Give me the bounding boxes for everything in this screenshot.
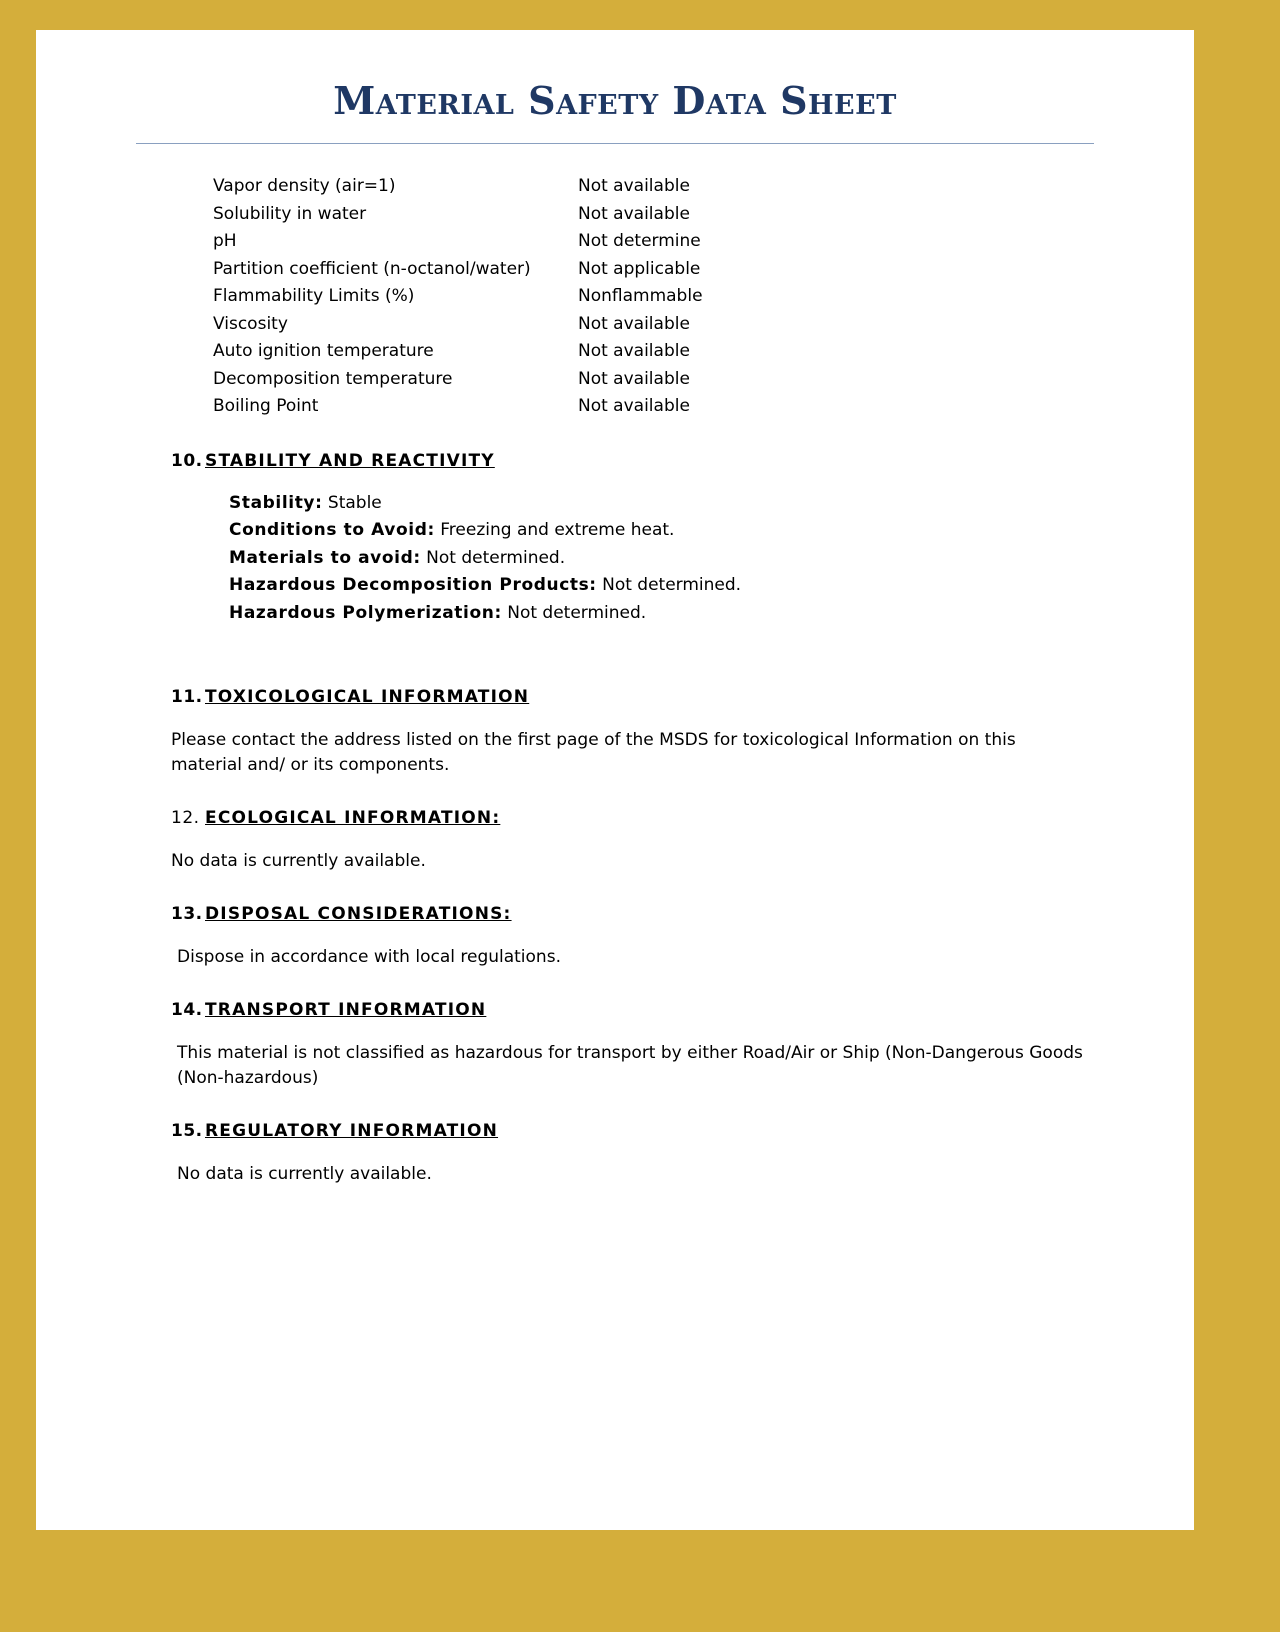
property-name: Vapor density (air=1) (213, 176, 396, 196)
page-title: Material Safety Data Sheet (333, 78, 897, 123)
stability-item-label: Materials to avoid: (229, 547, 421, 568)
property-value: Not available (578, 203, 690, 224)
table-row (213, 257, 878, 285)
stability-item-label: Hazardous Decomposition Products: (229, 575, 597, 596)
section-title: STABILITY AND REACTIVITY (205, 450, 495, 471)
section-number: 15. (171, 1120, 203, 1141)
stability-item-label: Stability: (229, 492, 323, 513)
stability-item (229, 490, 1084, 518)
section-heading-transport (171, 997, 1084, 1023)
section-number: 10. (171, 450, 203, 471)
section-title: TRANSPORT INFORMATION (205, 999, 487, 1020)
stability-item-value: Not determined. (426, 547, 566, 568)
document-content (36, 144, 1194, 1188)
property-name: Boiling Point (213, 396, 319, 416)
property-name: Flammability Limits (%) (213, 286, 415, 306)
section-number: 12. (171, 807, 200, 828)
section-heading-ecological (171, 805, 1084, 831)
property-name: Viscosity (213, 313, 288, 334)
property-value: Not available (578, 313, 690, 334)
table-row (213, 312, 878, 340)
property-value: Not available (578, 341, 690, 361)
section-heading-disposal (171, 901, 1084, 927)
stability-item (229, 600, 1084, 628)
section-title: REGULATORY INFORMATION (205, 1120, 499, 1141)
stability-item-value: Stable (327, 492, 382, 513)
property-value: Not determine (578, 231, 701, 251)
property-name: Decomposition temperature (213, 368, 453, 389)
disposal-body: Dispose in accordance with local regulations. (177, 947, 561, 968)
stability-item (229, 572, 1084, 600)
table-row (213, 229, 878, 257)
physical-properties-table (213, 174, 878, 422)
stability-item-label: Conditions to Avoid: (229, 520, 435, 541)
section-title: DISPOSAL CONSIDERATIONS: (205, 903, 512, 924)
property-name: Partition coefficient (n-octanol/water) (213, 258, 531, 279)
section-number: 11. (171, 686, 203, 707)
stability-item (229, 545, 1084, 573)
section-heading-toxicological (171, 684, 1084, 710)
toxicological-body: Please contact the address listed on the first page of the MSDS for toxicological Information on this material and/ or its components. (171, 729, 1016, 776)
table-row (213, 367, 878, 395)
table-row (213, 174, 878, 202)
section-title: ECOLOGICAL INFORMATION: (205, 807, 501, 828)
ecological-body: No data is currently available. (171, 851, 426, 872)
property-value: Not available (578, 368, 690, 389)
section-number: 13. (171, 903, 203, 924)
property-name: Solubility in water (213, 203, 367, 224)
stability-details (229, 490, 1084, 628)
property-value: Not available (578, 176, 690, 196)
table-row (213, 202, 878, 230)
table-row (213, 339, 878, 367)
property-name: pH (213, 231, 237, 251)
property-value: Not available (578, 396, 690, 416)
property-value: Not applicable (578, 258, 701, 279)
section-heading-stability (171, 448, 1084, 474)
stability-item (229, 517, 1084, 545)
property-name: Auto ignition temperature (213, 341, 434, 361)
table-row (213, 284, 878, 312)
regulatory-body: No data is currently available. (177, 1164, 432, 1185)
document-page (36, 30, 1194, 1530)
section-heading-regulatory (171, 1118, 1084, 1144)
table-row (213, 394, 878, 422)
stability-item-value: Not determined. (602, 575, 742, 596)
transport-body: This material is not classified as hazardous for transport by either Road/Air or Ship (Non-Dangerous Goods (Non-hazardous) (177, 1042, 1083, 1089)
section-number: 14. (171, 999, 203, 1020)
stability-item-label: Hazardous Polymerization: (229, 602, 502, 623)
section-title: TOXICOLOGICAL INFORMATION (205, 686, 530, 707)
section-spacer (171, 628, 1084, 658)
stability-item-value: Not determined. (507, 602, 647, 623)
property-value: Nonflammable (578, 286, 703, 306)
stability-item-value: Freezing and extreme heat. (440, 520, 675, 541)
